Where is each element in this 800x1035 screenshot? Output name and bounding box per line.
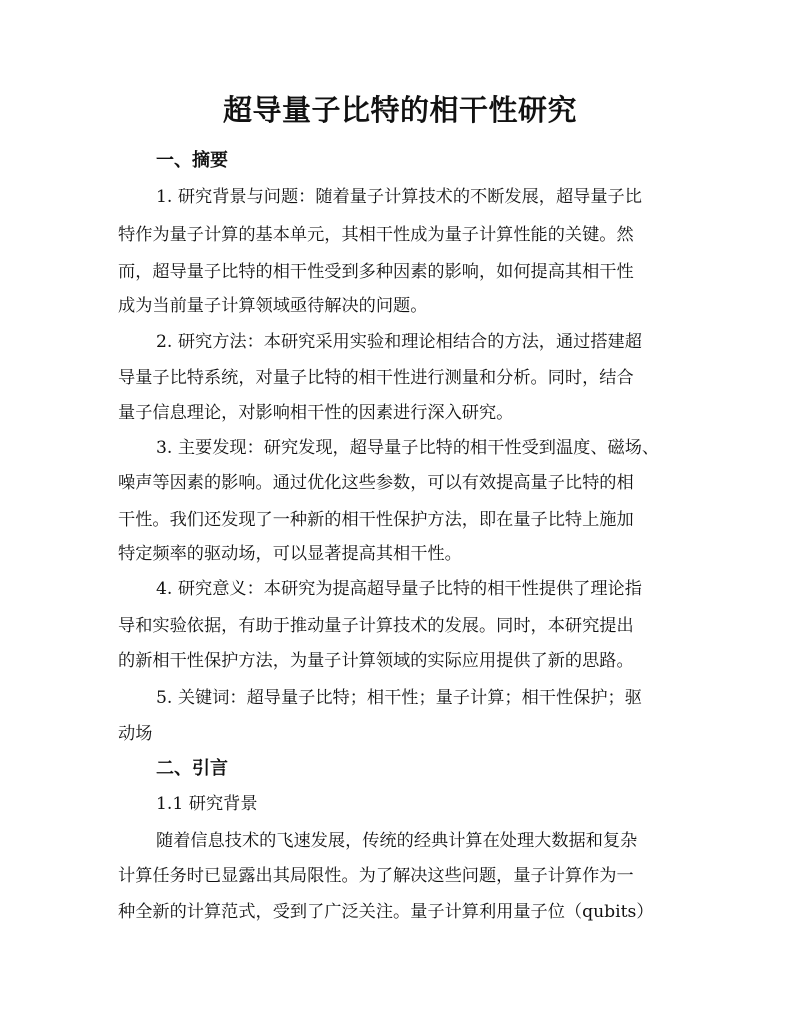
paragraph-line: 特定频率的驱动场，可以显著提高其相干性。 (118, 544, 462, 564)
paragraph-line: 4. 研究意义：本研究为提高超导量子比特的相干性提供了理论指 (156, 579, 642, 599)
paragraph-line: 导和实验依据，有助于推动量子计算技术的发展。同时，本研究提出 (118, 616, 634, 636)
paragraph-line: 5. 关键词：超导量子比特；相干性；量子计算；相干性保护；驱 (156, 688, 642, 708)
paragraph-line: 1. 研究背景与问题：随着量子计算技术的不断发展，超导量子比 (156, 187, 642, 207)
paragraph-line: 量子信息理论，对影响相干性的因素进行深入研究。 (118, 403, 514, 423)
subsection-heading: 1.1 研究背景 (156, 794, 258, 814)
section-heading-abstract: 一、摘要 (156, 150, 228, 171)
paragraph-line: 成为当前量子计算领域亟待解决的问题。 (118, 296, 428, 316)
paragraph-line: 计算任务时已显露出其局限性。为了解决这些问题，量子计算作为一 (118, 866, 634, 886)
paragraph-line: 的新相干性保护方法，为量子计算领域的实际应用提供了新的思路。 (118, 651, 634, 671)
paragraph-line: 动场 (118, 724, 153, 744)
paragraph-line: 3. 主要发现：研究发现，超导量子比特的相干性受到温度、磁场、 (156, 438, 660, 458)
paragraph-line: 种全新的计算范式，受到了广泛关注。量子计算利用量子位（qubits） (118, 902, 654, 922)
paragraph-line: 导量子比特系统，对量子比特的相干性进行测量和分析。同时，结合 (118, 368, 634, 388)
paragraph-line: 特作为量子计算的基本单元，其相干性成为量子计算性能的关键。然 (118, 225, 634, 245)
document-title: 超导量子比特的相干性研究 (222, 93, 577, 127)
paragraph-line: 2. 研究方法：本研究采用实验和理论相结合的方法，通过搭建超 (156, 332, 642, 352)
paragraph-line: 而，超导量子比特的相干性受到多种因素的影响，如何提高其相干性 (118, 262, 634, 282)
paragraph-line: 干性。我们还发现了一种新的相干性保护方法，即在量子比特上施加 (118, 510, 634, 530)
section-heading-introduction: 二、引言 (156, 758, 228, 779)
paragraph-line: 随着信息技术的飞速发展，传统的经典计算在处理大数据和复杂 (156, 831, 638, 851)
paragraph-line: 噪声等因素的影响。通过优化这些参数，可以有效提高量子比特的相 (118, 473, 634, 493)
